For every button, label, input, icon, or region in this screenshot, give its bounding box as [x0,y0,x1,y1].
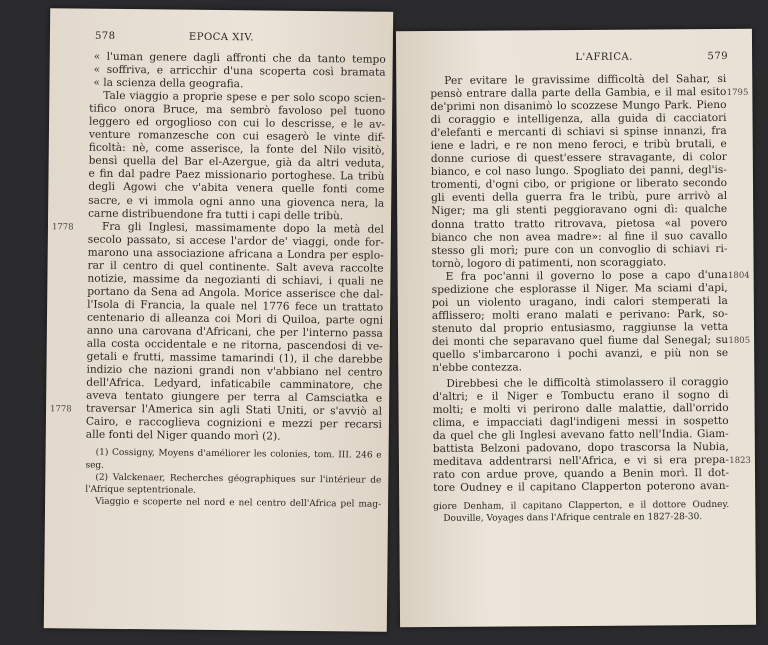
text-line: n'ebbe contezza. [432,361,523,375]
right-running-head [396,51,752,67]
text-line: e fin dal padre Paez missionario portoghese. La tribù [88,168,385,184]
text-line: alle fonti del Niger quando morì (2). [85,428,281,444]
text-line: degli Agowi che v'abita venera quelle fonti come [88,181,385,197]
text-line: stenuto dal proprio entusiasmo, raggiunse la vetta [431,320,729,335]
right-page-number: 579 [707,50,729,63]
text-line: secolo passato, si accese l'ardor de' viaggi, onde for- [87,233,384,249]
text-line: bianco che non avea madre»: al fine il suo cavallo [431,229,728,244]
footnote-line: Viaggio e scoperte nel nord e nel centro dell'Africa pel mag- [95,496,382,510]
right-page [396,29,756,627]
text-line: « soffriva, e arricchir d'una scoperta così bramata [93,63,386,79]
margin-year-note: 1795 [726,87,749,98]
text-line: da quel che gli Inglesi avevano fatto nell'India. Giam- [432,428,729,443]
text-line: gli eventi della guerra fra le tribù, pure arrivò al [431,190,728,205]
text-line: Fra gli Inglesi, massimamente dopo la metà del [101,220,385,236]
text-line: Cairo, e raccoglieva cognizioni e mezzi per recarsi [85,415,382,432]
text-line: d'altri; e il Niger e Tombuctu erano il sogno di [432,389,729,404]
text-line: poi un violento uragano, indi calori stemperati la [431,294,728,309]
text-line: stesso gli morì; pure con un convoglio di schiavi ri- [431,242,728,257]
margin-year-note: 1778 [50,404,72,415]
text-line: d'elefanti e mercanti di schiavi si spinse innanzi, fra [430,125,727,140]
text-line: leggero ed orgoglioso con cui lo descrisse, e le av- [89,115,386,131]
text-line: bianco, e col naso lungo. Spogliato dei panni, degl'is- [430,164,727,179]
text-line: traversar l'America sin agli Stati Uniti, or s'avviò al [85,402,383,418]
text-line: Niger; ma gli stenti peggioravano ogni dì: qualche [431,203,728,218]
left-page [44,8,393,632]
text-line: marono una associazione africana a Londra per esplo- [87,246,384,262]
footnote-line: (2) Valckenaer, Recherches géographiques sur l'intérieur de [95,472,382,486]
footnote-line: l'Afrique septentrionale. [85,484,197,496]
text-line: pensò entrare dalla parte della Gambia, e il mal esito [430,85,727,101]
margin-year-note: 1805 [728,335,751,346]
text-line: anno una carovana d'Africani, che per l'interno passa [86,324,383,340]
text-line: « l'uman genere dagli affronti che da tanto tempo [93,50,386,66]
text-line: tromenti, d'ogni cibo, or prigione or liberato secondo [430,177,728,192]
text-line: donna tratto tratto ritrovava, pietosa «al povero [431,216,728,231]
text-line: E fra poc'anni il governo lo pose a capo d'una [445,268,728,283]
text-line: Direbbesi che le difficoltà stimolassero il coraggio [446,376,729,390]
right-text-column [430,73,729,525]
left-text-column [85,51,386,511]
text-line: afflissero; molti erano malati e perivano: Park, so- [431,307,728,322]
text-line: bensì quella del Bar el-Azergue, già da altri veduta, [88,155,385,171]
text-line: getali e frutti, massime tamarindi (1), il che darebbe [86,350,383,366]
right-running-title: L'AFRICA. [575,51,633,63]
text-line: dei monti che separavano quel fiume dal Senegal; su [432,333,729,348]
text-line: dell'Africa. Ledyard, infaticabile camminatore, che [86,376,383,392]
text-line: aveva tentato giungere per terra al Camsciatka e [86,389,383,405]
text-line: quello s'imbarcarono i pochi avanzi, e più non se [432,346,729,361]
text-line: Tale viaggio a proprie spese e per solo scopo scien- [103,89,386,105]
text-line: portano da Sena ad Angola. Morice asserisce che dal- [87,285,384,301]
text-line: venture romanzesche con cui esagerò le vinte dif- [88,128,385,145]
text-line: Per evitare le gravissime difficoltà del Sahar, si [444,72,727,87]
text-line: alla costa occidentale e ne ritorna, pascendosi di ve- [86,337,383,353]
footnote-line: giore Denham, il capitano Clapperton, e il dottore Oudney. [433,499,730,512]
left-running-head [50,30,393,48]
text-line: sacre, e vi immola ogni anno una giovenca nera, la [88,194,385,210]
text-line: « la scienza della geografia. [93,76,244,91]
margin-year-note: 1778 [51,222,74,233]
text-line: rato con ardue prove, quando a Benin morì. Il dot- [432,467,730,482]
margin-year-note: 1804 [727,270,750,281]
footnote-line: seg. [85,460,105,471]
text-line: donne curiose di quest'essere stravagante, di color [430,151,727,166]
margin-year-note: 1823 [729,455,751,466]
text-line: l'Isola di Francia, la quale nel 1776 fece un trattato [87,298,384,314]
left-page-number: 578 [94,30,116,42]
text-line: ficoltà: nè, come asserisce, la fonte del Nilo visitò, [88,141,385,158]
footnote-line: (1) Cossigny, Moyens d'améliorer les colonies, tom. III. 246 e [95,448,382,462]
text-line: indizio che nazioni grandi non v'abbiano nel centro [86,363,383,379]
text-line: centenario di alleanza coi Mori di Quiloa, parte ogni [86,311,384,327]
text-line: meditava addentrarsi nell'Africa, e vi si era prepa- [432,454,729,469]
text-line: clima, e impacciati dagl'indigeni messi in sospetto [432,415,729,430]
text-line: tore Oudney e il capitano Clapperton poterono avan- [433,480,730,495]
text-line: de'primi non disanimò lo scozzese Mungo Park. Pieno [430,99,727,114]
text-line: carne distribuendone fra tutti i capi delle tribù. [88,207,344,222]
text-line: tornò, logoro di patimenti, non scoraggiato. [431,256,667,270]
text-line: di coraggio e intelligenza, alla guida di cacciatori [430,112,727,127]
text-line: notizie, massime da negozianti di schiavi, i quali ne [87,272,384,288]
text-line: spedizione che esplorasse il Niger. Ma sciami d'api, [431,281,728,296]
left-running-title: EPOCA XIV. [188,31,255,44]
text-line: rar il centro di quel continente. Salt aveva raccolte [87,259,384,275]
text-line: battista Belzoni padovano, dopo trascorsa la Nubia, [432,441,729,456]
text-line: molti; e molti vi perirono dalle malattie, dall'orrido [432,402,729,417]
footnote-line: Douville, Voyages dans l'Afrique centrale en 1827-28-30. [443,511,703,524]
text-line: tifico onora Bruce, ma sembrò favoloso pel tuono [89,102,386,118]
text-line: iene e ladri, e re non meno feroci, e tribù brutali, e [430,138,727,153]
